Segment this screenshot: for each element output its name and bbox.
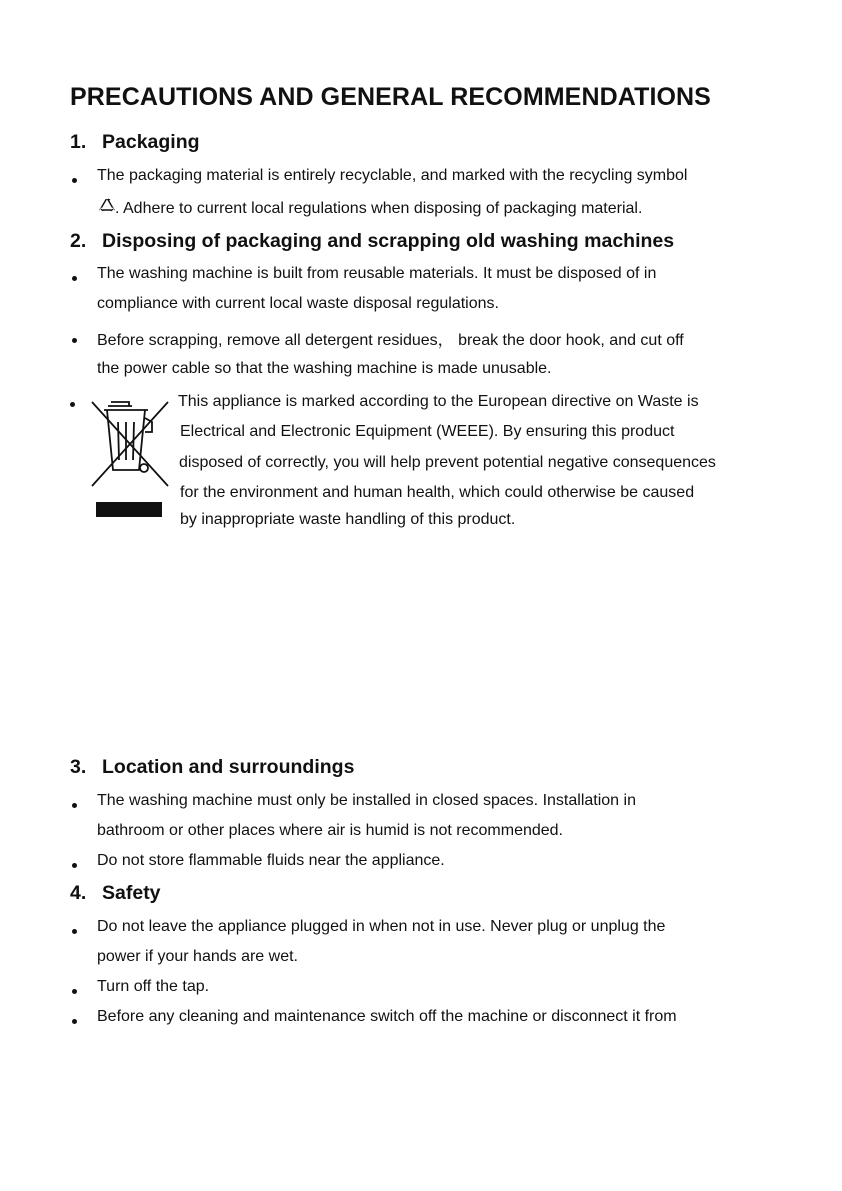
disposing-text-line-4: the power cable so that the washing machine is made unusable. (97, 360, 552, 377)
bullet (72, 178, 77, 183)
section-heading-safety: 4. Safety (70, 882, 161, 904)
section-heading-disposing: 2. Disposing of packaging and scrapping old washing machines (70, 230, 675, 252)
page-title: PRECAUTIONS AND GENERAL RECOMMENDATIONS (70, 83, 711, 111)
disposing-text-line-3: Before scrapping, remove all detergent residues， break the door hook, and cut off (97, 332, 684, 349)
safety-text-line-1: Do not leave the appliance plugged in when not in use. Never plug or unplug the (97, 918, 666, 935)
section-heading-packaging: 1. Packaging (70, 131, 200, 153)
bullet (72, 863, 77, 868)
packaging-text-line-2: . Adhere to current local regulations when disposing of packaging material. (115, 200, 643, 217)
weee-black-bar (96, 502, 162, 517)
disposing-text-line-1: The washing machine is built from reusable materials. It must be disposed of in (97, 265, 657, 282)
location-text-line-1: The washing machine must only be installed in closed spaces. Installation in (97, 792, 636, 809)
weee-text-line-4: for the environment and human health, which could otherwise be caused (180, 484, 695, 501)
disposing-text-line-2: compliance with current local waste disposal regulations. (97, 295, 499, 312)
bullet (72, 338, 77, 343)
section-heading-location: 3. Location and surroundings (70, 756, 355, 778)
weee-text-line-1: This appliance is marked according to the European directive on Waste is (178, 393, 699, 410)
safety-text-line-4: Before any cleaning and maintenance switch off the machine or disconnect it from (97, 1008, 677, 1025)
recycling-symbol-icon (97, 196, 117, 214)
safety-text-line-3: Turn off the tap. (97, 978, 210, 995)
weee-text-line-3: disposed of correctly, you will help prevent potential negative consequences (179, 454, 716, 471)
bullet (70, 402, 75, 407)
bullet (72, 929, 77, 934)
crossed-out-wheelie-bin-icon (88, 398, 172, 490)
packaging-text-line-1: The packaging material is entirely recyclable, and marked with the recycling symbol (97, 167, 688, 184)
weee-text-line-5: by inappropriate waste handling of this product. (180, 511, 516, 528)
bullet (72, 1019, 77, 1024)
bullet (72, 276, 77, 281)
location-text-line-2: bathroom or other places where air is humid is not recommended. (97, 822, 563, 839)
location-text-line-3: Do not store flammable fluids near the appliance. (97, 852, 445, 869)
weee-text-line-2: Electrical and Electronic Equipment (WEEE). By ensuring this product (180, 423, 675, 440)
bullet (72, 803, 77, 808)
bullet (72, 989, 77, 994)
safety-text-line-2: power if your hands are wet. (97, 948, 298, 965)
